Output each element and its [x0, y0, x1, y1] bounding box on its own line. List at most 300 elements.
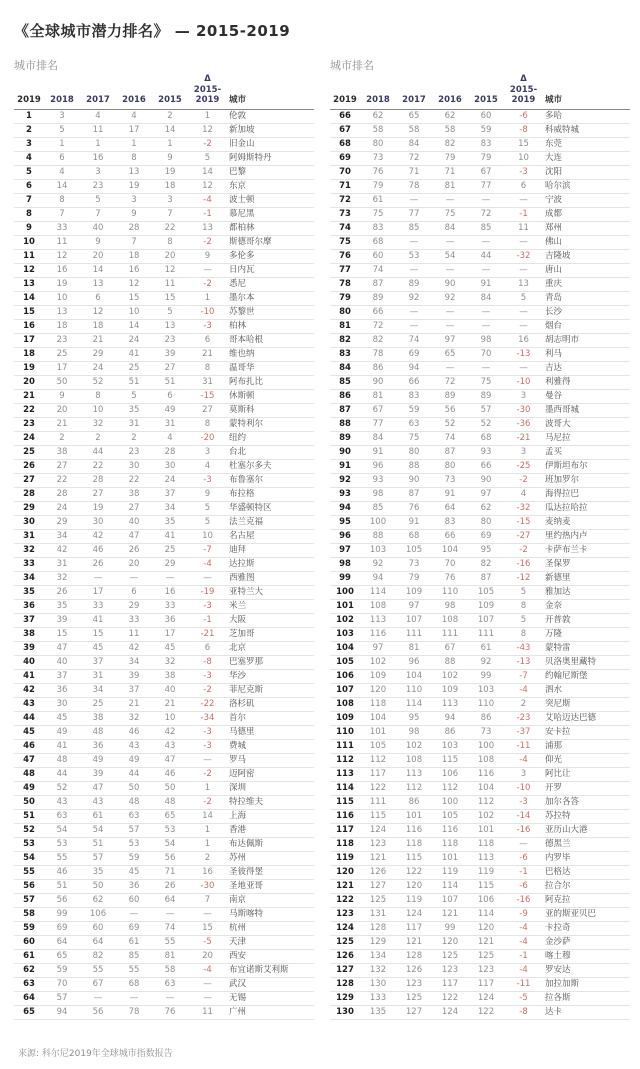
rank-2019: 6 — [14, 179, 44, 193]
rank-2016: 4 — [116, 109, 152, 123]
table-row — [330, 165, 630, 179]
rank-2019: 35 — [14, 585, 44, 599]
rank-2019: 45 — [14, 725, 44, 739]
rank-2016: 23 — [116, 445, 152, 459]
rank-change: 31 — [188, 375, 227, 389]
rank-2017: — — [80, 991, 116, 1005]
rank-2016: — — [432, 305, 468, 319]
rank-change: 11 — [188, 1005, 227, 1019]
city-name: 都柏林 — [227, 221, 314, 235]
table-row — [14, 333, 314, 347]
table-row — [330, 459, 630, 473]
rank-2017: 72 — [396, 151, 432, 165]
rank-change: -15 — [188, 389, 227, 403]
rank-2015: 62 — [468, 501, 504, 515]
rank-2017: 44 — [80, 445, 116, 459]
table-row — [14, 263, 314, 277]
table-row — [330, 291, 630, 305]
rank-2016: 60 — [116, 893, 152, 907]
table-row — [330, 935, 630, 949]
city-name: 德黑兰 — [543, 837, 630, 851]
rank-2015: 107 — [468, 613, 504, 627]
rank-2015: 43 — [152, 739, 188, 753]
rank-2015: 102 — [468, 809, 504, 823]
rank-change: 8 — [188, 361, 227, 375]
city-name: 无锡 — [227, 991, 314, 1005]
rank-2017: 90 — [396, 473, 432, 487]
city-name: 慕尼黑 — [227, 207, 314, 221]
city-name: 马德里 — [227, 725, 314, 739]
rank-2018: 129 — [360, 935, 396, 949]
rank-2018: 59 — [44, 963, 80, 977]
rank-2016: 64 — [432, 501, 468, 515]
rank-2019: 81 — [330, 319, 360, 333]
rank-2016: 41 — [116, 347, 152, 361]
rank-2017: 19 — [80, 501, 116, 515]
table-row — [330, 263, 630, 277]
rank-2018: 23 — [44, 333, 80, 347]
rank-2019: 78 — [330, 277, 360, 291]
rank-2017: 42 — [80, 529, 116, 543]
rank-change: -1 — [504, 207, 543, 221]
city-name: 东京 — [227, 179, 314, 193]
city-name: 宁波 — [543, 193, 630, 207]
rank-2015: 114 — [468, 907, 504, 921]
rank-2019: 48 — [14, 767, 44, 781]
header-row — [14, 74, 314, 109]
rank-2016: 58 — [432, 123, 468, 137]
column-header-delta: Δ 2015- 2019 — [504, 74, 543, 109]
rank-2017: 110 — [396, 683, 432, 697]
rank-2017: 2 — [80, 431, 116, 445]
rank-2015: 11 — [152, 277, 188, 291]
city-name: 贝洛奥里藏特 — [543, 655, 630, 669]
rank-2016: 36 — [116, 879, 152, 893]
rank-2018: 56 — [44, 893, 80, 907]
rank-2019: 116 — [330, 809, 360, 823]
rank-2017: 95 — [396, 711, 432, 725]
rank-2018: 78 — [360, 347, 396, 361]
rank-2015: 99 — [468, 669, 504, 683]
rank-2019: 55 — [14, 865, 44, 879]
rank-change: — — [188, 977, 227, 991]
city-name: 圣彼得堡 — [227, 865, 314, 879]
rank-2016: 28 — [116, 221, 152, 235]
rank-change: -11 — [504, 739, 543, 753]
rank-2019: 37 — [14, 613, 44, 627]
rank-2018: 123 — [360, 837, 396, 851]
city-name: 苏黎世 — [227, 305, 314, 319]
rank-2017: — — [396, 193, 432, 207]
rank-2018: 133 — [360, 991, 396, 1005]
rank-2015: 57 — [468, 403, 504, 417]
rank-2015: 72 — [468, 207, 504, 221]
rank-2017: 46 — [80, 543, 116, 557]
rank-2019: 46 — [14, 739, 44, 753]
city-name: 重庆 — [543, 277, 630, 291]
table-row — [330, 627, 630, 641]
rank-2016: 103 — [432, 739, 468, 753]
rank-change: -4 — [188, 557, 227, 571]
city-name: 阿布扎比 — [227, 375, 314, 389]
rank-2018: 64 — [44, 935, 80, 949]
table-row — [14, 753, 314, 767]
city-name: 香港 — [227, 823, 314, 837]
rank-2019: 95 — [330, 515, 360, 529]
rank-2015: 85 — [468, 221, 504, 235]
rank-2018: 66 — [360, 305, 396, 319]
rank-2018: 76 — [360, 165, 396, 179]
rank-change: — — [188, 571, 227, 585]
table-row — [14, 529, 314, 543]
rank-2018: 112 — [360, 753, 396, 767]
rank-2018: 79 — [360, 179, 396, 193]
table-row — [14, 865, 314, 879]
rank-2017: 114 — [396, 697, 432, 711]
rank-2015: 106 — [468, 893, 504, 907]
rank-2019: 58 — [14, 907, 44, 921]
rank-2017: 91 — [396, 515, 432, 529]
rank-change: 1 — [188, 291, 227, 305]
rank-2017: 105 — [396, 543, 432, 557]
rank-2019: 12 — [14, 263, 44, 277]
rank-2019: 94 — [330, 501, 360, 515]
table-row — [14, 795, 314, 809]
city-name: 墨西哥城 — [543, 403, 630, 417]
rank-2018: 87 — [360, 277, 396, 291]
table-row — [330, 221, 630, 235]
rank-2017: 9 — [80, 235, 116, 249]
table-row — [330, 557, 630, 571]
rank-2016: 121 — [432, 907, 468, 921]
rank-2015: 108 — [468, 753, 504, 767]
rank-2016: 57 — [116, 823, 152, 837]
table-row — [330, 403, 630, 417]
rank-2016: 38 — [116, 487, 152, 501]
table-row — [330, 907, 630, 921]
table-row — [330, 375, 630, 389]
rank-2017: 109 — [396, 585, 432, 599]
rank-2015: 105 — [468, 585, 504, 599]
rank-change: -4 — [504, 683, 543, 697]
rank-2019: 43 — [14, 697, 44, 711]
rank-change: 9 — [188, 487, 227, 501]
table-row — [330, 109, 630, 123]
rank-2019: 1 — [14, 109, 44, 123]
city-name: 喀土穆 — [543, 949, 630, 963]
rank-change: -8 — [504, 1005, 543, 1019]
rank-2019: 20 — [14, 375, 44, 389]
rank-2019: 23 — [14, 417, 44, 431]
rank-2016: 5 — [116, 389, 152, 403]
rank-2017: 60 — [80, 921, 116, 935]
rank-2015: 39 — [152, 347, 188, 361]
rank-2018: 104 — [360, 711, 396, 725]
rank-2017: 80 — [396, 445, 432, 459]
city-name: 广州 — [227, 1005, 314, 1019]
rank-2016: 20 — [116, 557, 152, 571]
rank-2016: 92 — [432, 291, 468, 305]
rank-2016: 46 — [116, 725, 152, 739]
rank-2015: 38 — [152, 669, 188, 683]
rank-2016: — — [432, 193, 468, 207]
rank-2015: 87 — [468, 571, 504, 585]
rank-2019: 17 — [14, 333, 44, 347]
rank-2016: 117 — [432, 977, 468, 991]
rank-2015: 48 — [152, 795, 188, 809]
rank-2018: 22 — [44, 473, 80, 487]
rank-2019: 13 — [14, 277, 44, 291]
rank-2019: 44 — [14, 711, 44, 725]
city-ranking-table — [330, 74, 630, 1020]
table-row — [14, 179, 314, 193]
rank-change: -2 — [504, 543, 543, 557]
rank-2015: 33 — [152, 599, 188, 613]
rank-2017: 5 — [80, 193, 116, 207]
rank-2019: 118 — [330, 837, 360, 851]
table-row — [330, 949, 630, 963]
rank-2015: 82 — [468, 557, 504, 571]
rank-change: 8 — [188, 417, 227, 431]
table-row — [330, 683, 630, 697]
rank-2017: 45 — [80, 641, 116, 655]
table-row — [330, 599, 630, 613]
rank-2018: 98 — [360, 487, 396, 501]
rank-2016: 82 — [432, 137, 468, 151]
table-row — [14, 921, 314, 935]
city-name: 深圳 — [227, 781, 314, 795]
table-row — [330, 781, 630, 795]
table-row — [14, 403, 314, 417]
table-row — [14, 235, 314, 249]
rank-2019: 80 — [330, 305, 360, 319]
table-row — [330, 655, 630, 669]
table-row — [14, 599, 314, 613]
rank-2015: 14 — [152, 123, 188, 137]
rank-2015: 124 — [468, 991, 504, 1005]
rank-2018: 25 — [44, 347, 80, 361]
rank-2018: 15 — [44, 627, 80, 641]
rank-2016: — — [432, 235, 468, 249]
table-row — [14, 809, 314, 823]
rank-2019: 16 — [14, 319, 44, 333]
rank-2018: 82 — [360, 333, 396, 347]
rank-2016: 87 — [432, 445, 468, 459]
rank-2018: 131 — [360, 907, 396, 921]
rank-2016: 94 — [432, 711, 468, 725]
rank-2019: 2 — [14, 123, 44, 137]
table-row — [330, 669, 630, 683]
rank-change: -2 — [188, 235, 227, 249]
rank-2015: 21 — [152, 697, 188, 711]
rank-2018: 111 — [360, 795, 396, 809]
rank-2016: 71 — [432, 165, 468, 179]
table-row — [14, 389, 314, 403]
rank-2019: 89 — [330, 431, 360, 445]
table-row — [330, 333, 630, 347]
rank-2016: 9 — [116, 207, 152, 221]
rank-2015: 15 — [152, 291, 188, 305]
rank-2017: 51 — [80, 837, 116, 851]
rank-2019: 83 — [330, 347, 360, 361]
city-name: 利雅得 — [543, 375, 630, 389]
city-name: 西雅图 — [227, 571, 314, 585]
rank-2015: 10 — [152, 711, 188, 725]
rank-change: 6 — [188, 641, 227, 655]
rank-2016: — — [116, 991, 152, 1005]
rank-change: 9 — [188, 249, 227, 263]
rank-2015: 52 — [468, 417, 504, 431]
rank-2019: 127 — [330, 963, 360, 977]
rank-2018: 6 — [44, 151, 80, 165]
rank-2017: 47 — [80, 781, 116, 795]
city-name: 天津 — [227, 935, 314, 949]
rank-2015: 61 — [468, 641, 504, 655]
rank-2019: 24 — [14, 431, 44, 445]
rank-2016: 112 — [432, 781, 468, 795]
city-name: 多哈 — [543, 109, 630, 123]
rank-2017: 97 — [396, 599, 432, 613]
rank-2017: — — [396, 319, 432, 333]
rank-2016: 105 — [432, 809, 468, 823]
city-name: 休斯顿 — [227, 389, 314, 403]
table-row — [14, 991, 314, 1005]
table-row — [14, 725, 314, 739]
rank-change: 8 — [504, 599, 543, 613]
rank-change: -10 — [504, 781, 543, 795]
rank-2016: 52 — [432, 417, 468, 431]
rank-2016: 107 — [432, 893, 468, 907]
rank-2016: 44 — [116, 767, 152, 781]
city-name: 南京 — [227, 893, 314, 907]
rank-2015: 51 — [152, 375, 188, 389]
rank-2018: 77 — [360, 417, 396, 431]
rank-2017: 102 — [396, 739, 432, 753]
rank-2016: — — [432, 361, 468, 375]
rank-2017: 53 — [396, 249, 432, 263]
table-row — [14, 823, 314, 837]
rank-2018: 38 — [44, 445, 80, 459]
rank-2015: 77 — [468, 179, 504, 193]
rank-change: -13 — [504, 655, 543, 669]
rank-2015: 101 — [468, 823, 504, 837]
rank-2016: 81 — [432, 179, 468, 193]
rank-change: -3 — [188, 473, 227, 487]
table-row — [14, 1005, 314, 1019]
table-row — [14, 585, 314, 599]
rank-2015: 2 — [152, 109, 188, 123]
rank-2017: 8 — [80, 389, 116, 403]
rank-2019: 42 — [14, 683, 44, 697]
rank-2018: 89 — [360, 291, 396, 305]
table-row — [14, 347, 314, 361]
rank-2017: — — [396, 235, 432, 249]
rank-change: 16 — [188, 865, 227, 879]
table-row — [330, 1005, 630, 1019]
ranking-table-right — [330, 57, 630, 1020]
rank-2016: 65 — [432, 347, 468, 361]
rank-2015: — — [468, 263, 504, 277]
rank-change: -36 — [504, 417, 543, 431]
rank-2016: 84 — [432, 221, 468, 235]
rank-change: — — [504, 305, 543, 319]
city-name: 温哥华 — [227, 361, 314, 375]
rank-change: -43 — [504, 641, 543, 655]
rank-change: 4 — [188, 459, 227, 473]
rank-2019: 34 — [14, 571, 44, 585]
rank-2019: 41 — [14, 669, 44, 683]
city-name: 苏拉特 — [543, 809, 630, 823]
rank-change: 1 — [188, 823, 227, 837]
rank-2017: 16 — [80, 151, 116, 165]
rank-2018: 58 — [360, 123, 396, 137]
city-name: 布鲁塞尔 — [227, 473, 314, 487]
rank-2017: 25 — [80, 697, 116, 711]
rank-2018: 55 — [44, 851, 80, 865]
rank-2018: 26 — [44, 585, 80, 599]
rank-2019: 92 — [330, 473, 360, 487]
rank-2018: 70 — [44, 977, 80, 991]
rank-2015: 100 — [468, 739, 504, 753]
table-row — [14, 193, 314, 207]
rank-2015: 37 — [152, 487, 188, 501]
rank-2015: 122 — [468, 1005, 504, 1019]
table-row — [330, 179, 630, 193]
rank-2018: 12 — [44, 249, 80, 263]
rank-2015: 53 — [152, 823, 188, 837]
city-name: 马斯喀特 — [227, 907, 314, 921]
rank-2016: 22 — [116, 473, 152, 487]
rank-2016: 80 — [432, 459, 468, 473]
rank-2015: — — [468, 235, 504, 249]
city-name: 波士顿 — [227, 193, 314, 207]
rank-2016: — — [116, 907, 152, 921]
rank-2015: 6 — [152, 389, 188, 403]
rank-2016: 78 — [116, 1005, 152, 1019]
rank-2016: 79 — [432, 151, 468, 165]
table-row — [14, 473, 314, 487]
table-row — [14, 109, 314, 123]
rank-2015: 123 — [468, 963, 504, 977]
rank-2017: 101 — [396, 809, 432, 823]
rank-change: 20 — [188, 949, 227, 963]
rank-2016: 90 — [432, 277, 468, 291]
rank-2016: 111 — [432, 627, 468, 641]
rank-2018: 84 — [360, 431, 396, 445]
city-name: 巴黎 — [227, 165, 314, 179]
table-row — [14, 711, 314, 725]
table-row — [330, 767, 630, 781]
rank-2015: 117 — [468, 977, 504, 991]
rank-2016: 37 — [116, 683, 152, 697]
rank-2017: 79 — [396, 571, 432, 585]
rank-2018: 29 — [44, 515, 80, 529]
rank-change: -2 — [504, 473, 543, 487]
table-row — [330, 851, 630, 865]
city-name: 莫斯科 — [227, 403, 314, 417]
rank-change: 10 — [188, 529, 227, 543]
rank-change: 5 — [504, 585, 543, 599]
rank-2017: 123 — [396, 977, 432, 991]
table-row — [330, 123, 630, 137]
city-name: 利马 — [543, 347, 630, 361]
rank-2017: 35 — [80, 865, 116, 879]
rank-2019: 109 — [330, 711, 360, 725]
rank-2018: 61 — [360, 193, 396, 207]
city-name: 吉达 — [543, 361, 630, 375]
rank-change: -22 — [188, 697, 227, 711]
table-row — [14, 837, 314, 851]
